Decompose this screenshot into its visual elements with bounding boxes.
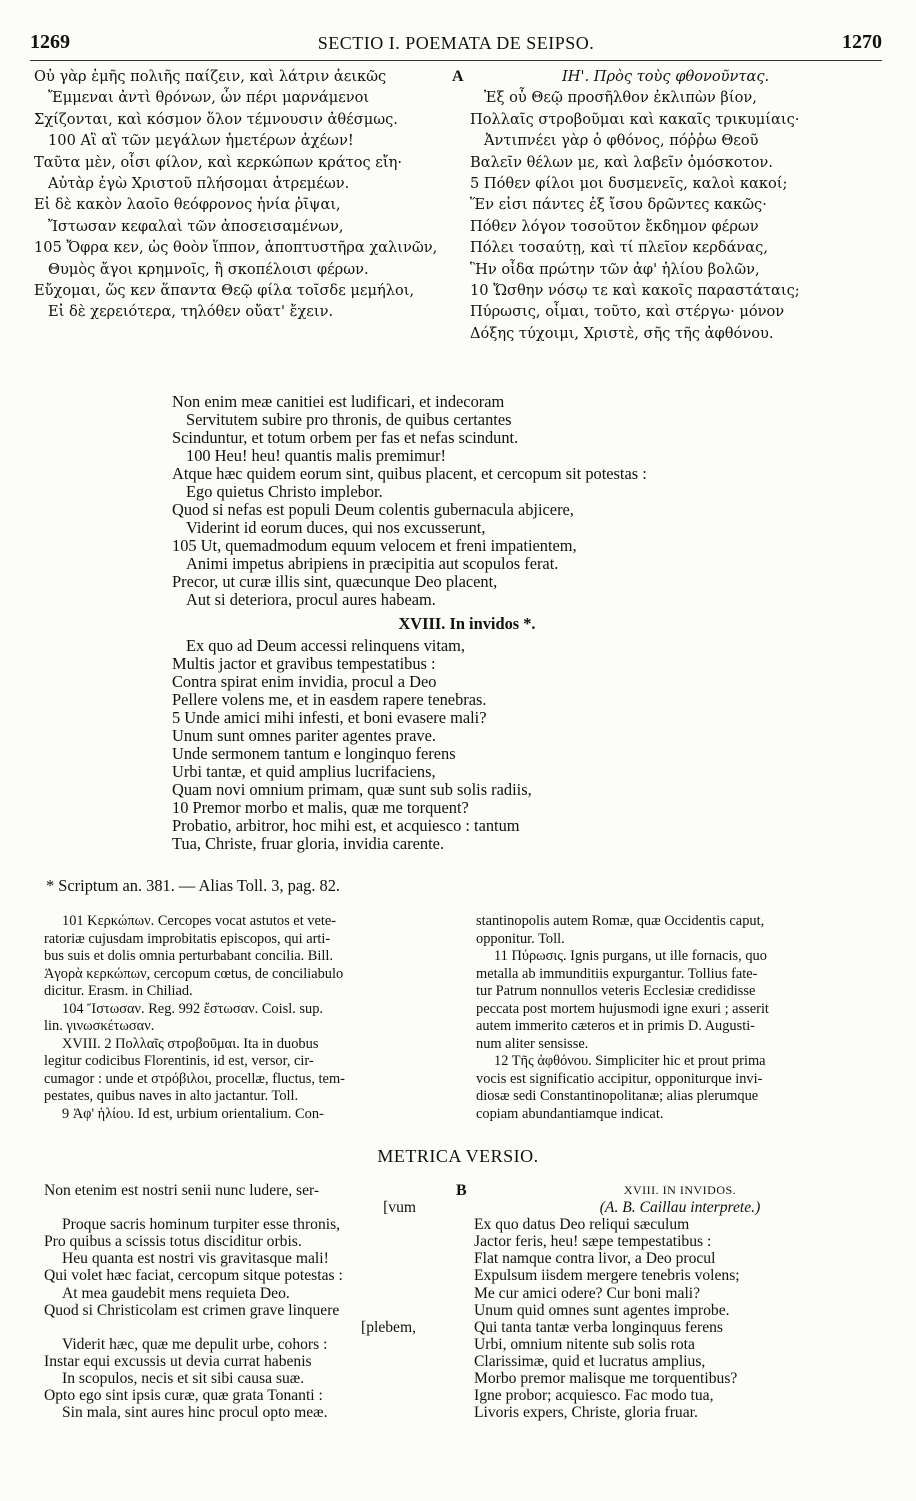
verse-line: Sin mala, sint aures hinc procul opto meæ. <box>62 1404 328 1422</box>
verse-line: Clarissimæ, quid et lucratus amplius, <box>474 1352 706 1370</box>
latin-poem-title: XVIII. In invidos *. <box>398 614 536 633</box>
verse-line: Opto ego sint ipsis curæ, quæ grata Tonanti : <box>44 1387 323 1405</box>
verse-line: Igne probor; acquiesco. Fac modo tua, <box>474 1387 714 1405</box>
verse-line: Qui tanta tantæ verba longinquus ferens <box>474 1318 724 1336</box>
greek-line: Ἔμμεναι ἀντὶ θρόνων, ὧν πέρι μαρνάμενοι <box>48 89 370 107</box>
verse-line: Pro quibus a scissis totus disciditur orbis. <box>44 1233 302 1251</box>
verse-line: Non etenim est nostri senii nunc ludere, ser- <box>44 1182 320 1199</box>
running-header <box>30 31 882 61</box>
latin-poem-b <box>172 637 772 853</box>
verse-line: Unum quid omnes sunt agentes improbe. <box>474 1301 730 1319</box>
latin-line: Precor, ut curæ illis sint, quæcunque Deo placent, <box>172 572 498 591</box>
verse-line: Jactor feris, heu! sæpe tempestatibus : <box>474 1233 712 1251</box>
verse-line: Quod si Christicolam est crimen grave linquere <box>44 1301 340 1319</box>
notes-left <box>44 913 472 1123</box>
note-line: pestates, quibus naves in alto jactantur. Toll. <box>44 1088 299 1104</box>
greek-line: Πολλαῖς στροβοῦμαι καὶ κακαῖς τρικυμίαις· <box>470 110 800 128</box>
greek-line: Ἀντιπνέει γὰρ ὁ φθόνος, πόῤῥω Θεοῦ <box>484 132 759 150</box>
latin-line: Scinduntur, et totum orbem per fas et nefas scindunt. <box>172 428 519 447</box>
latin-line: Quod si nefas est populi Deum colentis gubernacula abjicere, <box>172 500 574 519</box>
greek-line: Αὐτὰρ ἐγὼ Χριστοῦ πλήσομαι ἀτρεμέων. <box>48 175 350 193</box>
latin-line: Viderint id eorum duces, qui nos excusserunt, <box>186 518 486 537</box>
note-line: opponitur. Toll. <box>476 930 565 947</box>
greek-line: Ταῦτα μὲν, οἷσι φίλον, καὶ κερκώπων κράτος εἴη· <box>34 153 402 171</box>
latin-line: 5 Unde amici mihi infesti, et boni evasere mali? <box>172 708 487 727</box>
latin-line: Urbi tantæ, et quid amplius lucrifaciens, <box>172 762 436 781</box>
greek-line: Εἰ δὲ κακὸν λαοῖο θεόφρονος ἡνία ῥῖψαι, <box>34 196 341 214</box>
greek-line: Θυμὸς ἄγοι κρημνοῖς, ἢ σκοπέλοισι φέρων. <box>48 260 369 278</box>
note-line: peccata post mortem hujusmodi igne exuri ; asserit <box>476 1000 769 1017</box>
verse-line-overflow: [vum <box>383 1199 416 1217</box>
greek-line: Δόξης τύχοιμι, Χριστὲ, σῆς τῆς ἀφθόνου. <box>470 324 774 342</box>
note-line: cumagor : unde et στρόβιλοι, procellæ, fluctus, tem- <box>44 1070 345 1087</box>
latin-line: Tua, Christe, fruar gloria, invidia carente. <box>172 834 445 853</box>
note-line: XVIII. 2 Πολλαῖς στροβοῦμαι. Ita in duobus <box>62 1035 319 1052</box>
latin-line: Pellere volens me, et in easdem rapere tenebras. <box>172 690 487 709</box>
greek-poem-title: ΙΗ'. Πρὸς τοὺς φθονοῦντας. <box>562 68 770 85</box>
metrica-right-title: XVIII. IN INVIDOS. <box>623 1183 737 1197</box>
greek-line: Ἕν εἰσι πάντες ἐξ ἴσου δρῶντες κακῶς· <box>470 196 767 214</box>
note-line: bus suis et dolis omnia perturbabant concilia. Bill. <box>44 948 333 964</box>
verse-line: Qui volet hæc faciat, cercopum sitque potestas : <box>44 1267 343 1285</box>
verse-line: Urbi, omnium nitente sub solis rota <box>474 1335 695 1353</box>
latin-line: Non enim meæ canitiei est ludificari, et indecoram <box>172 392 505 411</box>
note-line: copiam abundantiamque indicat. <box>476 1105 664 1122</box>
latin-line: Unum sunt omnes pariter agentes prave. <box>172 726 436 745</box>
verse-line: Flat namque contra livor, a Deo procul <box>474 1250 716 1268</box>
verse-line: In scopulos, necis et sit sibi causa suæ. <box>62 1370 305 1388</box>
greek-line: Σχίζονται, καὶ κόσμον ὅλον τέμνουσιν ἀθέσμως. <box>34 110 398 128</box>
metrica-left <box>44 1182 456 1421</box>
note-line: 104 Ἴστωσαν. Reg. 992 ἔστωσαν. Coisl. sup. <box>62 1000 323 1017</box>
verse-line: At mea gaudebit mens requieta Deo. <box>62 1284 290 1302</box>
greek-line: Ἴστωσαν κεφαλαὶ τῶν ἀποσεισαμένων, <box>48 217 344 235</box>
running-head-title: SECTIO I. POEMATA DE SEIPSO. <box>317 33 595 53</box>
note-line: lin. γινωσκέτωσαν. <box>44 1018 155 1034</box>
verse-line-overflow: [plebem, <box>361 1318 416 1336</box>
greek-line: Πόλει τοσαύτῃ, καὶ τί πλεῖον κερδάνας, <box>470 239 768 257</box>
note-line: metalla ab immunditiis expurgantur. Tollius fate- <box>476 965 758 982</box>
margin-marker-b: B <box>456 1182 467 1199</box>
metrica-right-interpreter: (A. B. Caillau interprete.) <box>599 1199 761 1217</box>
metrica-versio-heading: METRICA VERSIO. <box>377 1146 539 1166</box>
greek-line: Ἐξ οὗ Θεῷ προσῆλθον ἐκλιπὼν βίον, <box>484 89 757 107</box>
latin-line: Ex quo ad Deum accessi relinquens vitam, <box>186 636 466 655</box>
greek-line: 10 Ὤσθην νόσῳ τε καὶ κακοῖς παραστάταις; <box>470 282 800 300</box>
margin-marker-a: A <box>452 68 464 85</box>
verse-line: Proque sacris hominum turpiter esse thronis, <box>62 1216 341 1234</box>
latin-line: 100 Heu! heu! quantis malis premimur! <box>186 446 446 465</box>
greek-line: Οὐ γὰρ ἐμῆς πολιῆς παίζειν, καὶ λάτριν ἀεικῶς <box>34 68 387 85</box>
note-line: diosæ sedi Constantinopolitanæ; alias plerumque <box>476 1088 759 1104</box>
greek-line: Πύρωσις, οἶμαι, τοῦτο, καὶ στέργω· μόνον <box>470 303 785 321</box>
verse-line: Livoris expers, Christe, gloria fruar. <box>474 1404 698 1422</box>
note-line: vocis est significatio accipitur, opponiturque invi- <box>476 1070 763 1087</box>
verse-line: Me cur amici odere? Cur boni mali? <box>474 1284 701 1302</box>
header-rule <box>30 60 882 61</box>
verse-line: Morbo premor malisque me torquentibus? <box>474 1370 738 1388</box>
greek-line: Βαλεῖν θέλων με, καὶ λαβεῖν ὁμόσκοτον. <box>470 153 773 171</box>
greek-line: 105 Ὄφρα κεν, ὡς θοὸν ἵππον, ἀποπτυστῆρα χαλινῶν, <box>34 239 438 257</box>
latin-line: Probatio, arbitror, hoc mihi est, et acquiesco : tantum <box>172 816 520 835</box>
footnote: * Scriptum an. 381. — Alias Toll. 3, pag. 82. <box>46 876 341 895</box>
note-line: 11 Πύρωσις. Ignis purgans, ut ille fornacis, quo <box>494 948 767 964</box>
verse-line: Expulsum iisdem mergere tenebris volens; <box>474 1267 740 1285</box>
verse-line: Ex quo datus Deo reliqui sæculum <box>474 1216 690 1234</box>
greek-line: Πόθεν λόγον τοσοῦτον ἔκδημον φέρων <box>470 217 759 235</box>
page-number-left: 1269 <box>30 31 70 53</box>
verse-line: Viderit hæc, quæ me depulit urbe, cohors : <box>62 1335 328 1353</box>
note-line: autem immerito cæteros et in primis D. Augusti- <box>476 1018 755 1034</box>
note-line: legitur codicibus Florentinis, id est, versor, cir- <box>44 1053 314 1069</box>
verse-line: Heu quanta est nostri vis gravitasque mali! <box>62 1250 329 1268</box>
latin-line: Multis jactor et gravibus tempestatibus : <box>172 654 436 673</box>
note-line: 9 Ἀφ' ἡλίου. Id est, urbium orientalium. Con- <box>62 1105 324 1122</box>
note-line: tur Patrum nonnullos veteris Ecclesiæ credidisse <box>476 983 756 999</box>
latin-line: Unde sermonem tantum e longinquo ferens <box>172 744 456 763</box>
note-line: num aliter sensisse. <box>476 1035 589 1052</box>
greek-text-left <box>34 66 437 323</box>
page-number-right: 1270 <box>842 31 882 53</box>
verse-line: Instar equi excussis ut devia currat habenis <box>44 1352 312 1370</box>
latin-line: Contra spirat enim invidia, procul a Deo <box>172 672 437 691</box>
greek-line: Ἣν οἶδα πρώτην τῶν ἀφ' ἡλίου βολῶν, <box>470 260 760 278</box>
latin-line: Ego quietus Christo implebor. <box>186 482 383 501</box>
note-line: 12 Τῆς ἀφθόνου. Simpliciter hic et prout prima <box>494 1053 766 1069</box>
notes-right <box>476 913 888 1123</box>
note-line: stantinopolis autem Romæ, quæ Occidentis caput, <box>476 913 765 929</box>
latin-line: Atque hæc quidem eorum sint, quibus placent, et cercopum sit potestas : <box>172 464 647 483</box>
latin-line: Quam novi omnium primam, quæ sunt sub solis radiis, <box>172 780 532 799</box>
latin-line: Servitutem subire pro thronis, de quibus certantes <box>186 410 512 429</box>
greek-line: 100 Αἲ αἲ τῶν μεγάλων ἡμετέρων ἀχέων! <box>48 132 354 150</box>
greek-line: Εὔχομαι, ὥς κεν ἅπαντα Θεῷ φίλα τοῖσδε μεμήλοι, <box>34 282 415 300</box>
latin-translation-a <box>172 393 772 853</box>
greek-line: Εἰ δὲ χερειότερα, τηλόθεν οὔατ' ἔχειν. <box>48 303 334 321</box>
note-line: ratoriæ cujusdam improbitatis episcopos, qui arti- <box>44 930 331 947</box>
greek-text-right <box>470 66 800 344</box>
note-line: dicitur. Erasm. in Chiliad. <box>44 983 193 999</box>
note-line: Ἀγορὰ κερκώπων, cercopum cœtus, de conciliabulo <box>44 965 344 982</box>
greek-line: 5 Πόθεν φίλοι μοι δυσμενεῖς, καλοὶ κακοί; <box>470 175 788 193</box>
latin-line: 105 Ut, quemadmodum equum velocem et freni impatientem, <box>172 536 577 555</box>
metrica-right <box>474 1182 886 1421</box>
latin-line: 10 Premor morbo et malis, quæ me torquent? <box>172 798 469 817</box>
latin-line: Aut si deteriora, procul aures habeam. <box>186 590 436 609</box>
note-line: 101 Κερκώπων. Cercopes vocat astutos et vete- <box>62 913 337 929</box>
latin-line: Animi impetus abripiens in præcipitia aut scopulos ferat. <box>186 554 559 573</box>
